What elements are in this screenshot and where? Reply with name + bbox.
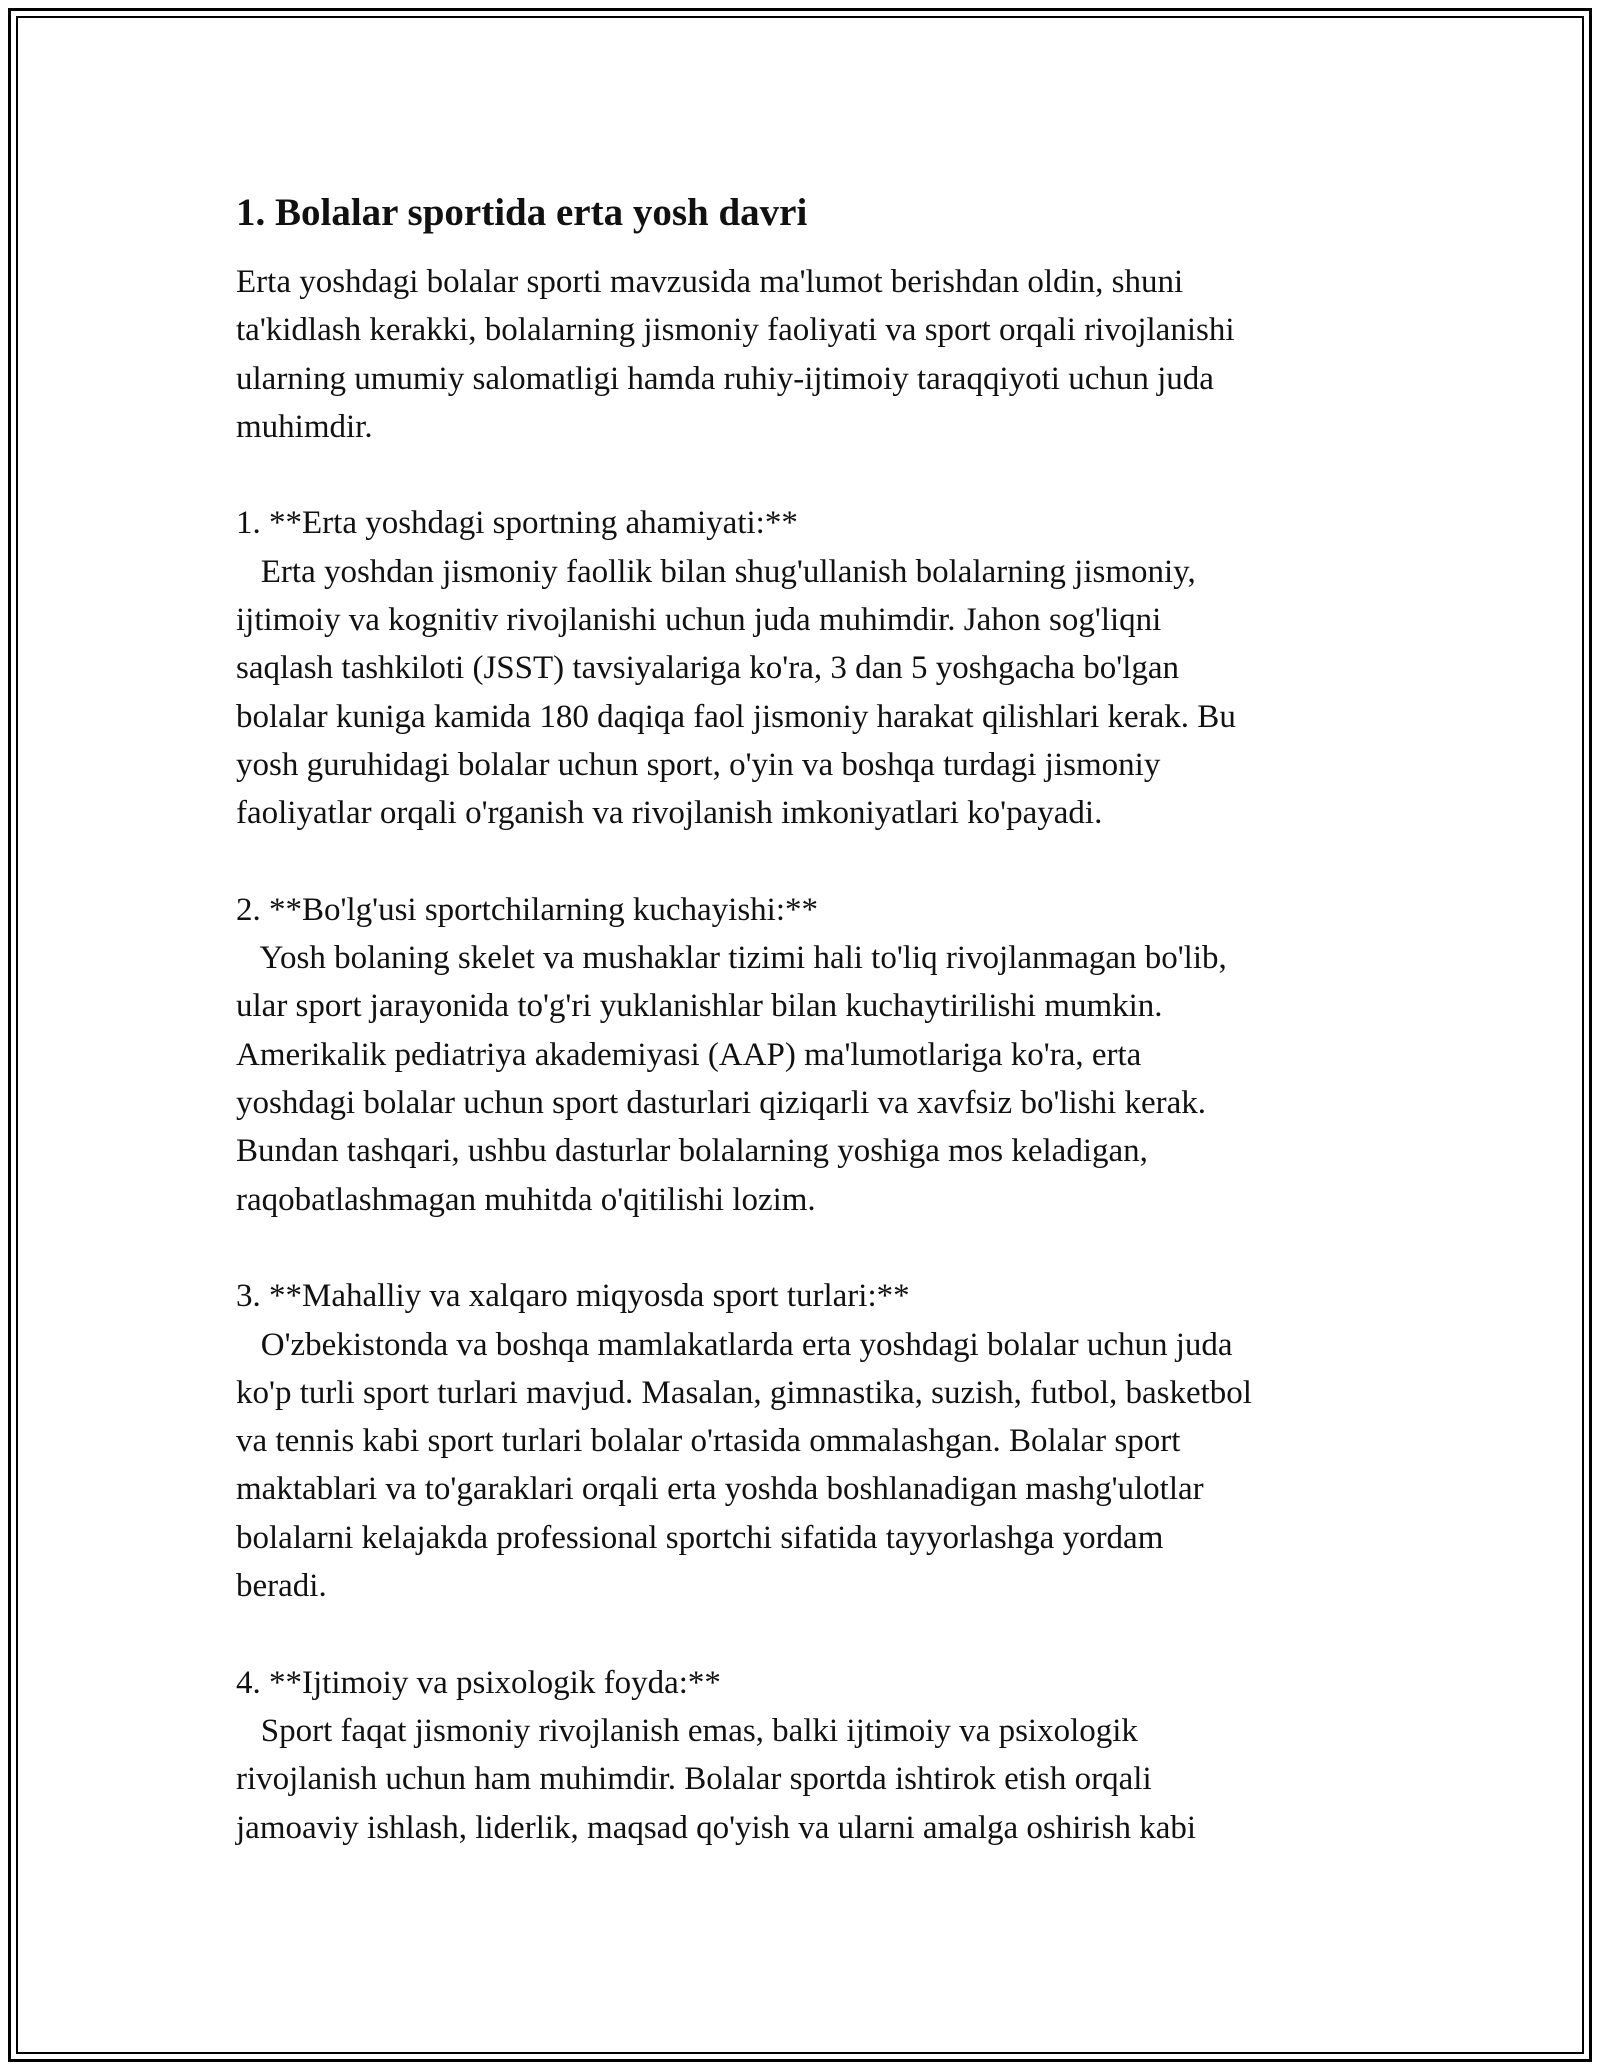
section-line: maktablari va to'garaklari orqali erta yoshda boshlanadigan mashg'ulotlar: [236, 1471, 1204, 1508]
paragraph-spacer: [236, 838, 1376, 886]
section-line: Sport faqat jismoniy rivojlanish emas, balki ijtimoiy va psixologik: [236, 1712, 1138, 1749]
document-title: 1. Bolalar sportida erta yosh davri: [236, 191, 808, 234]
section-line: Erta yoshdan jismoniy faollik bilan shug'ullanish bolalarning jismoniy,: [236, 553, 1196, 590]
section-line: Bundan tashqari, ushbu dasturlar bolalarning yoshiga mos keladigan,: [236, 1133, 1148, 1170]
intro-line: Erta yoshdagi bolalar sporti mavzusida ma'lumot berishdan oldin, shuni: [236, 264, 1184, 300]
section-line: bolalar kuniga kamida 180 daqiqa faol jismoniy harakat qilishlari kerak. Bu: [236, 698, 1236, 735]
section-line: ko'p turli sport turlari mavjud. Masalan, gimnastika, suzish, futbol, basketbol: [236, 1374, 1252, 1411]
intro-paragraph: [236, 258, 1376, 451]
section-heading: 1. **Erta yoshdagi sportning ahamiyati:**: [236, 505, 798, 542]
section-1: [236, 499, 1376, 837]
section-line: rivojlanish uchun ham muhimdir. Bolalar sportda ishtirok etish orqali: [236, 1761, 1152, 1798]
section-line: yosh guruhidagi bolalar uchun sport, o'yin va boshqa turdagi jismoniy: [236, 746, 1161, 783]
section-line: jamoaviy ishlash, liderlik, maqsad qo'yish va ularni amalga oshirish kabi: [236, 1809, 1197, 1846]
paragraph-spacer: [236, 451, 1376, 499]
intro-line: muhimdir.: [236, 408, 373, 445]
section-4: [236, 1659, 1376, 1852]
section-3: [236, 1272, 1376, 1610]
document-body: [236, 188, 1376, 1852]
section-2: [236, 886, 1376, 1224]
section-line: saqlash tashkiloti (JSST) tavsiyalariga ko'ra, 3 dan 5 yoshgacha bo'lgan: [236, 650, 1180, 687]
section-line: ular sport jarayonida to'g'ri yuklanishlar bilan kuchaytirilishi mumkin.: [236, 988, 1163, 1025]
section-heading: 3. **Mahalliy va xalqaro miqyosda sport turlari:**: [236, 1278, 910, 1315]
section-line: bolalarni kelajakda professional sportchi sifatida tayyorlashga yordam: [236, 1519, 1164, 1556]
section-line: beradi.: [236, 1568, 327, 1605]
paragraph-spacer: [236, 1224, 1376, 1272]
section-line: O'zbekistonda va boshqa mamlakatlarda erta yoshdagi bolalar uchun juda: [236, 1326, 1233, 1363]
section-heading: 2. **Bo'lg'usi sportchilarning kuchayishi:**: [236, 891, 819, 928]
section-line: va tennis kabi sport turlari bolalar o'rtasida ommalashgan. Bolalar sport: [236, 1423, 1181, 1460]
section-line: raqobatlashmagan muhitda o'qitilishi lozim.: [236, 1181, 816, 1218]
intro-line: ularning umumiy salomatligi hamda ruhiy-ijtimoiy taraqqiyoti uchun juda: [236, 360, 1214, 397]
section-heading: 4. **Ijtimoiy va psixologik foyda:**: [236, 1664, 721, 1701]
section-line: ijtimoiy va kognitiv rivojlanishi uchun juda muhimdir. Jahon sog'liqni: [236, 602, 1162, 639]
section-line: Amerikalik pediatriya akademiyasi (AAP) ma'lumotlariga ko'ra, erta: [236, 1036, 1142, 1073]
section-line: Yosh bolaning skelet va mushaklar tizimi hali to'liq rivojlanmagan bo'lib,: [236, 940, 1227, 977]
section-line: yoshdagi bolalar uchun sport dasturlari qiziqarli va xavfsiz bo'lishi kerak.: [236, 1085, 1207, 1122]
paragraph-spacer: [236, 1610, 1376, 1658]
intro-line: ta'kidlash kerakki, bolalarning jismoniy faoliyati va sport orqali rivojlanishi: [236, 312, 1235, 349]
section-line: faoliyatlar orqali o'rganish va rivojlanish imkoniyatlari ko'payadi.: [236, 795, 1103, 832]
